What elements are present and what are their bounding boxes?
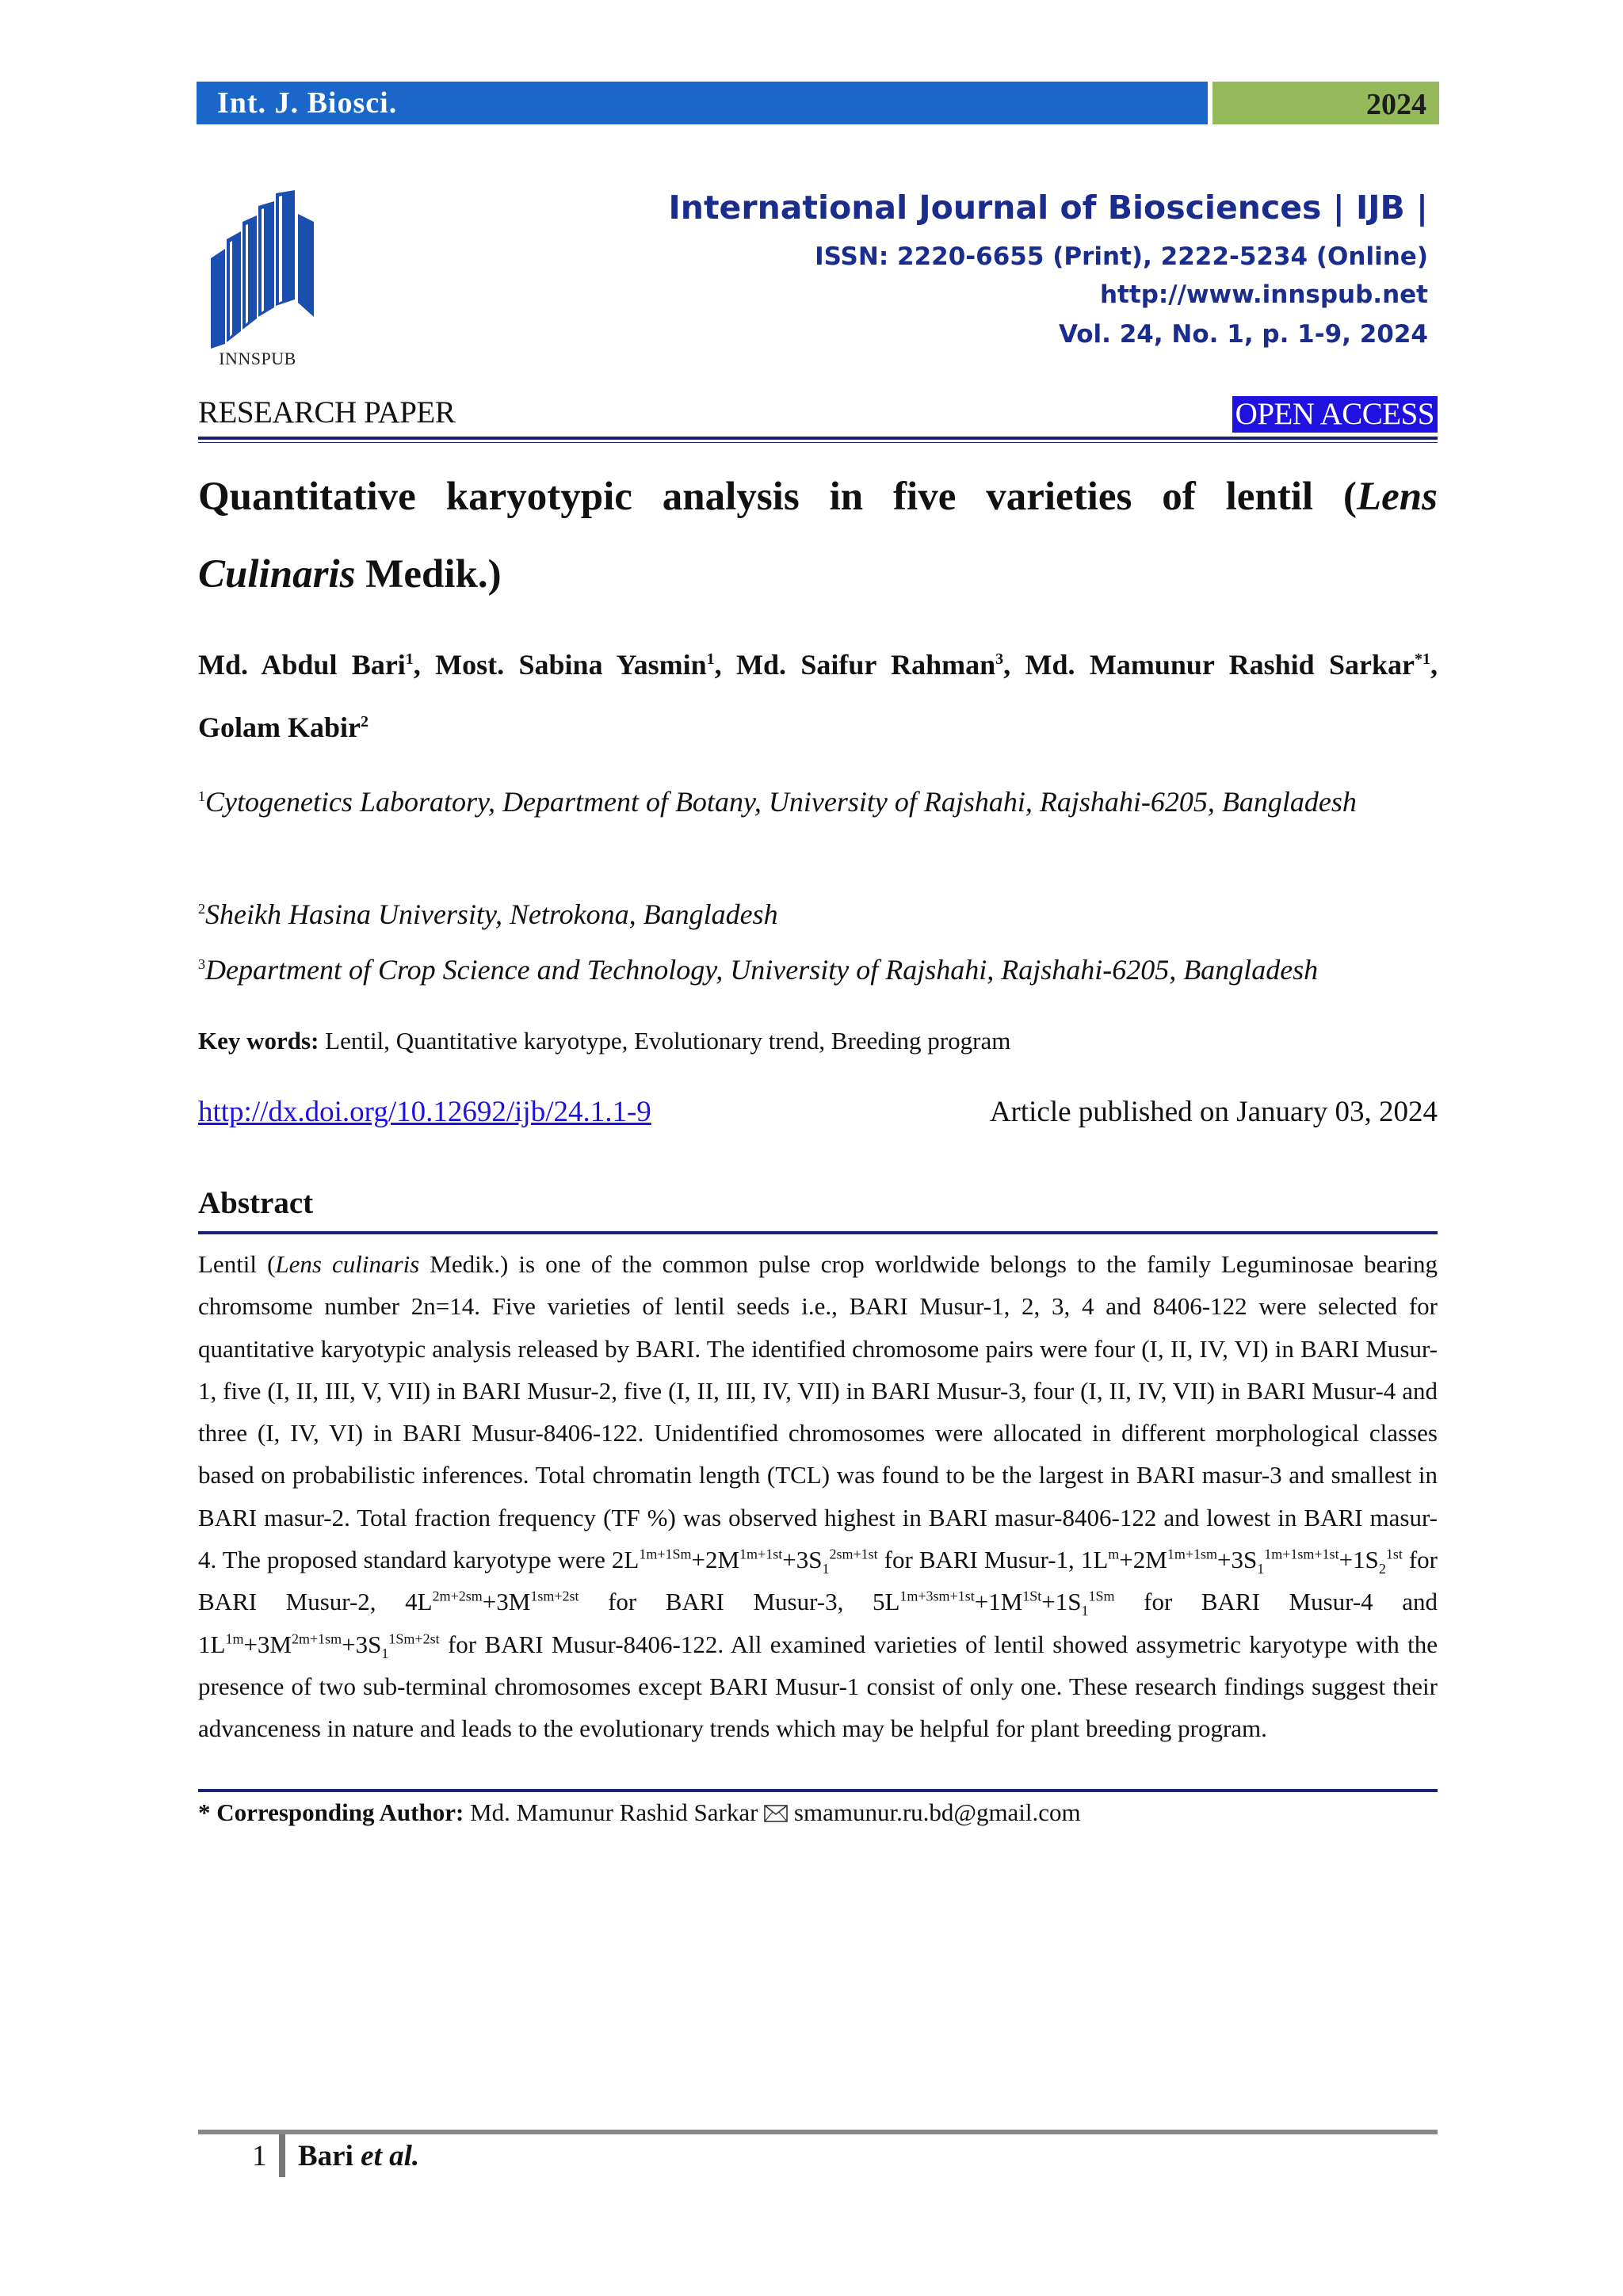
author-name: Md. Mamunur Rashid Sarkar (1025, 649, 1415, 681)
author-name: Md. Abdul Bari (198, 649, 406, 681)
karyotype-formula-4: $5L^{1m+3sm+1st}+1M^{1St}+1S_1^{1Sm}$ (872, 1588, 1115, 1619)
paper-type-label: RESEARCH PAPER (198, 395, 456, 429)
abstract-end-rule (198, 1789, 1438, 1792)
affiliation-3: $^3$Department of Crop Science and Technology, University of Rajshahi, Rajshahi-6205, Bangladesh (198, 954, 1319, 986)
published-date: Article published on January 03, 2024 (989, 1096, 1438, 1128)
abstract-heading: Abstract (198, 1186, 314, 1220)
corresponding-email-link[interactable]: smamunur.ru.bd@gmail.com (793, 1798, 1081, 1826)
footer-divider (279, 2134, 285, 2177)
open-access-badge: OPEN ACCESS (1232, 396, 1438, 433)
paper-title: Quantitative karyotypic analysis in five varieties of lentil (Lens Culinaris Medik.) (198, 475, 1438, 597)
journal-issn: ISSN: 2220-6655 (Print), 2222-5234 (Online) (815, 242, 1428, 271)
page-number: 1 (252, 2140, 267, 2172)
author-name: Most. Sabina Yasmin (435, 649, 707, 681)
affiliation-2: $^2$Sheikh Hasina University, Netrokona, Bangladesh (198, 898, 778, 930)
karyotype-formula-3: $4L^{2m+2sm}+3M^{1sm+2st}$ (405, 1588, 579, 1616)
abstract-text: Lentil (Lens culinaris Medik.) is one of the common pulse crop worldwide belongs to the family Leguminosae bearing chromsome number 2n=14. Five varieties of lentil seeds i.e., BARI Musur-1, 2, 3, 4 and 8406-122 were selected for quantitative karyotypic analysis released by BARI. The identified chromosome pairs were four (I, II, IV, VI) in BARI Musur-1, five (I, II, III, V, VII) in BARI Musur-2, five (I, II, III, IV, VII) in BARI Musur-3, four (I, II, IV, VII) in BARI Musur-4 and three (I, IV, VI) in BARI Musur-8406-122. Unidentified chromosomes were allocated in different morphological classes based on probabilistic inferences. Total chromatin length (TCL) was found to be the largest in BARI masur-3 and smallest in BARI masur-2. Total fraction frequency (TF %) was observed highest in BARI masur-8406-122 and lowest in BARI masur-4. The proposed standard karyotype were $2L^{1m+1Sm}+2M^{1m+1st}+3S_1^{2sm+1st}$ for BARI Musur-1, $1L^m+2M^{1m+1sm}+3S_1^{1m+1sm+1st}+1S_2^{1st}$ for BARI Musur-2, $4L^{2m+2sm}+3M^{1sm+2st}$ for BARI Musur-3, $5L^{1m+3sm+1st}+1M^{1St}+1S_1^{1Sm}$ for BARI Musur-4 and $1L^{1m}+3M^{2m+1sm}+3S_1^{1Sm+2st}$ for BARI Musur-8406-122. All examined varieties of lentil showed assymetric karyotype with the presence of two sub-terminal chromosomes except BARI Musur-1 consist of only one. These research findings suggest their advanceness in nature and leads to the evolutionary trends which may be helpful for plant breeding program. (198, 1250, 1438, 1743)
abstract-rule (198, 1231, 1438, 1234)
corresponding-author: * Corresponding Author: Md. Mamunur Rashid Sarkar smamunur.ru.bd@gmail.com (198, 1798, 1081, 1826)
author-list: Md. Abdul Bari$^1$, Most. Sabina Yasmin$^1$, Md. Saifur Rahman$^3$, Md. Mamunur Rashid Sarkar$^{*1}$, Golam Kabir$^2$ (198, 649, 1438, 743)
keywords: Key words: Lentil, Quantitative karyotype, Evolutionary trend, Breeding program (198, 1027, 1011, 1055)
footer-author: Bari et al. (298, 2140, 420, 2172)
header-rule-thin (198, 442, 1438, 443)
header-year: 2024 (1366, 88, 1426, 121)
journal-url-link[interactable]: http://www.innspub.net (1099, 280, 1428, 309)
header-rule (198, 437, 1438, 440)
journal-short-title: Int. J. Biosci. (217, 86, 398, 120)
karyotype-formula-5: $1L^{1m}+3M^{2m+1sm}+3S_1^{1Sm+2st}$ (198, 1630, 440, 1661)
karyotype-formula-2: $1L^m+2M^{1m+1sm}+3S_1^{1m+1sm+1st}+1S_2^{1st}$ (1080, 1546, 1403, 1577)
footer-rule (198, 2130, 1438, 2134)
innspub-books-icon (198, 190, 317, 349)
envelope-icon (764, 1798, 788, 1826)
author-name: Md. Saifur Rahman (736, 649, 996, 681)
karyotype-formula-1: $2L^{1m+1Sm}+2M^{1m+1st}+3S_1^{2sm+1st}$ (611, 1546, 878, 1577)
doi-link[interactable]: http://dx.doi.org/10.12692/ijb/24.1.1-9 (198, 1096, 651, 1128)
author-name: Golam Kabir (198, 711, 361, 743)
logo-text: INNSPUB (219, 349, 296, 368)
journal-name: International Journal of Biosciences | IJB | (668, 189, 1428, 227)
affiliation-1: $^1$Cytogenetics Laboratory, Department of Botany, University of Rajshahi, Rajshahi-6205, Bangladesh (198, 786, 1357, 818)
journal-volume: Vol. 24, No. 1, p. 1-9, 2024 (1058, 320, 1428, 349)
